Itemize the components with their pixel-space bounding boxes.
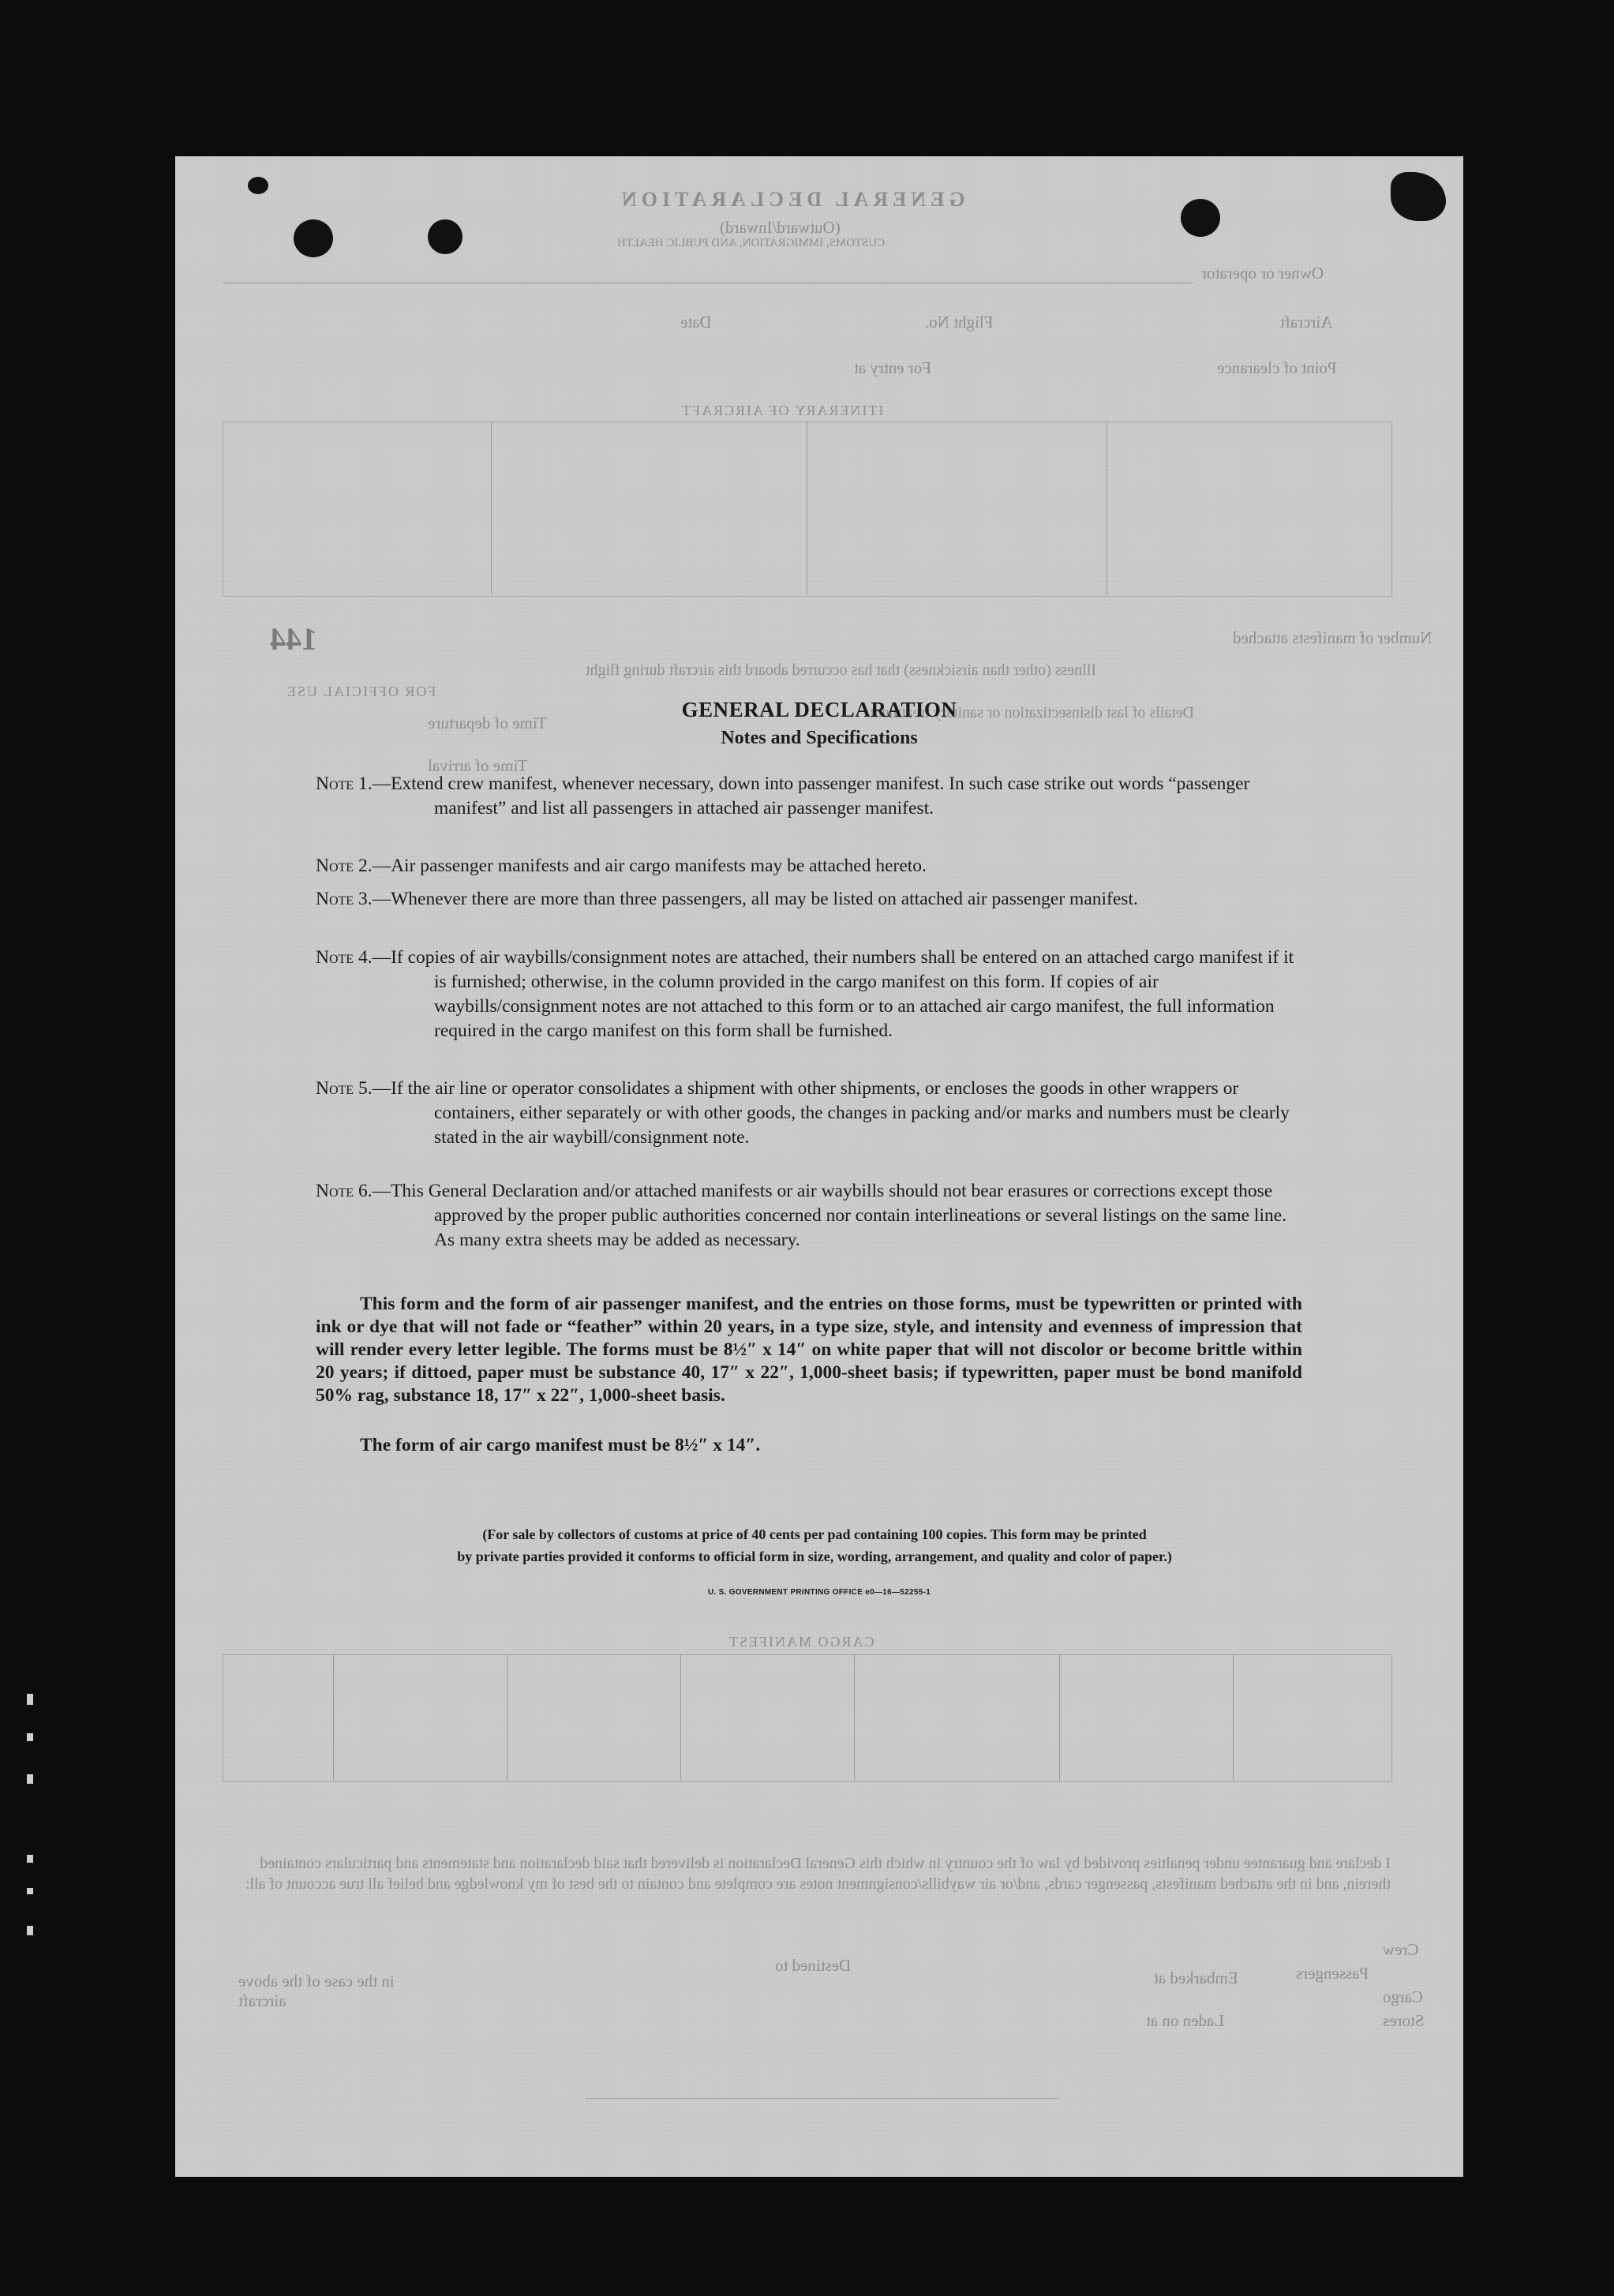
note-label: Note 5.: [316, 1078, 373, 1099]
edge-mark-1: [27, 1694, 33, 1705]
cargo-form-size-line: The form of air cargo manifest must be 8½″ x 14″.: [360, 1435, 761, 1455]
note-label: Note 6.: [316, 1181, 373, 1201]
document-page: [175, 156, 1463, 2177]
printer-imprint: U. S. GOVERNMENT PRINTING OFFICE e0—16—52255-1: [707, 1588, 931, 1597]
edge-mark-6: [27, 1926, 33, 1935]
ghost-clearance: Point of clearance: [1217, 358, 1337, 377]
ghost-official-use: FOR OFFICIAL USE: [286, 684, 436, 699]
ghost-illness: Illness (other than airsickness) that has occurred aboard this aircraft during flight: [586, 661, 1097, 679]
ghost-entry: For entry at: [854, 358, 931, 377]
note-6: [316, 1179, 1302, 1253]
edge-mark-3: [27, 1774, 33, 1784]
ghost-declaration: I declare and guarantee under penalties provided by law of the country in which this General Declaration is delivered that said declaration and statements and particulars contained therein, and in the attached manifests, passenger cards, and/or air waybills/consignment notes are complete and contain to the best of my knowledge and belief all true account of all:: [245, 1855, 1391, 1893]
ghost-title: GENERAL DECLARATION: [617, 188, 965, 211]
ghost-date: Date: [680, 313, 712, 331]
note-1: [316, 772, 1302, 821]
edge-mark-5: [27, 1888, 33, 1894]
ghost-stamp: 144: [270, 621, 317, 657]
note-label: Note 3.: [316, 889, 373, 909]
form-requirements-paragraph: This form and the form of air passenger manifest, and the entries on those forms, must be typewritten or printed with ink or dye that will not fade or “feather” within 20 years, in a type size, style, and intensity and evenness of impression that will render every letter legible. The forms must be 8½″ x 14″ on white paper that will not discolor or become brittle within 20 years; if dittoed, paper must be substance 40, 17″ x 22″, 1,000-sheet basis; if typewritten, paper must be bond manifold 50% rag, substance 18, 17″ x 22″, 1,000-sheet basis.: [316, 1294, 1302, 1406]
note-text: —If copies of air waybills/consignment notes are attached, their numbers shall be entered on an attached cargo manifest if it is furnished; otherwise, in the column provided in the cargo manifest on this form. If copies of air waybills/consignment notes are not attached to this form or to an attached air cargo manifest, the full information required in the cargo manifest on this form shall be furnished.: [372, 947, 1294, 1041]
note-text: —Air passenger manifests and air cargo manifests may be attached hereto.: [372, 856, 927, 876]
ghost-itinerary: ITINERARY OF AIRCRAFT: [680, 403, 884, 418]
ghost-destined: Destined to: [775, 1956, 852, 1975]
ghost-crew: Crew: [1383, 1940, 1419, 1959]
ghost-laden: Laden on at: [1146, 2011, 1225, 2030]
ghost-in-case: in the case of the above aircraft: [238, 1972, 395, 2010]
ghost-manifests: Number of manifests attached: [1233, 628, 1432, 647]
note-4: [316, 946, 1302, 1043]
note-text: —This General Declaration and/or attached manifests or air waybills should not bear erasures or corrections except those approved by the proper public authorities concerned nor contain interlineations or several listings on the same line. As many extra sheets may be added as necessary.: [372, 1181, 1287, 1250]
note-3: [316, 887, 1302, 912]
ghost-owner: Owner or operator: [1201, 264, 1324, 283]
ghost-departure: Time of departure: [428, 714, 547, 732]
sale-notice-line-2: by private parties provided it conforms to official form in size, wording, arrangement, and quality and color of paper.): [457, 1549, 1172, 1564]
note-text: —If the air line or operator consolidates a shipment with other shipments, or encloses the goods in other wrappers or containers, either separately or with other goods, the changes in packing and/or marks and numbers must be clearly stated in the air waybill/consignment note.: [372, 1078, 1290, 1148]
ghost-stores: Stores: [1383, 2011, 1425, 2030]
edge-mark-4: [27, 1855, 33, 1863]
ghost-subtitle: (Outward/Inward): [720, 218, 841, 237]
note-text: —Whenever there are more than three passengers, all may be listed on attached air passenger manifest.: [372, 889, 1138, 909]
notes-content: [175, 156, 1463, 2177]
ghost-subtitle-2: CUSTOMS, IMMIGRATION, AND PUBLIC HEALTH: [617, 237, 886, 249]
ghost-cargo-manifest: CARGO MANIFEST: [728, 1634, 874, 1650]
ghost-flight: Flight No.: [925, 313, 994, 331]
edge-mark-2: [27, 1733, 33, 1741]
ghost-embarked: Embarked at: [1154, 1968, 1238, 1987]
ghost-arrival: Time of arrival: [428, 756, 528, 775]
ghost-aircraft: Aircraft: [1280, 313, 1333, 331]
sale-notice-line-1: (For sale by collectors of customs at price of 40 cents per pad containing 100 copies. This form may be printed: [482, 1526, 1147, 1542]
note-2: [316, 854, 1302, 878]
ghost-cargo: Cargo: [1383, 1987, 1423, 2006]
note-5: [316, 1077, 1302, 1150]
page-subtitle: Notes and Specifications: [721, 728, 918, 748]
ghost-disinsect: Details of last disinsectization or sanitary treatment: [870, 704, 1194, 721]
note-label: Note 1.: [316, 773, 373, 794]
note-label: Note 2.: [316, 856, 373, 876]
page-title: GENERAL DECLARATION: [681, 698, 957, 721]
note-label: Note 4.: [316, 947, 373, 968]
note-text: —Extend crew manifest, whenever necessary, down into passenger manifest. In such case strike out words “passenger manifest” and list all passengers in attached air passenger manifest.: [372, 773, 1250, 818]
ghost-passengers: Passengers: [1296, 1964, 1369, 1983]
